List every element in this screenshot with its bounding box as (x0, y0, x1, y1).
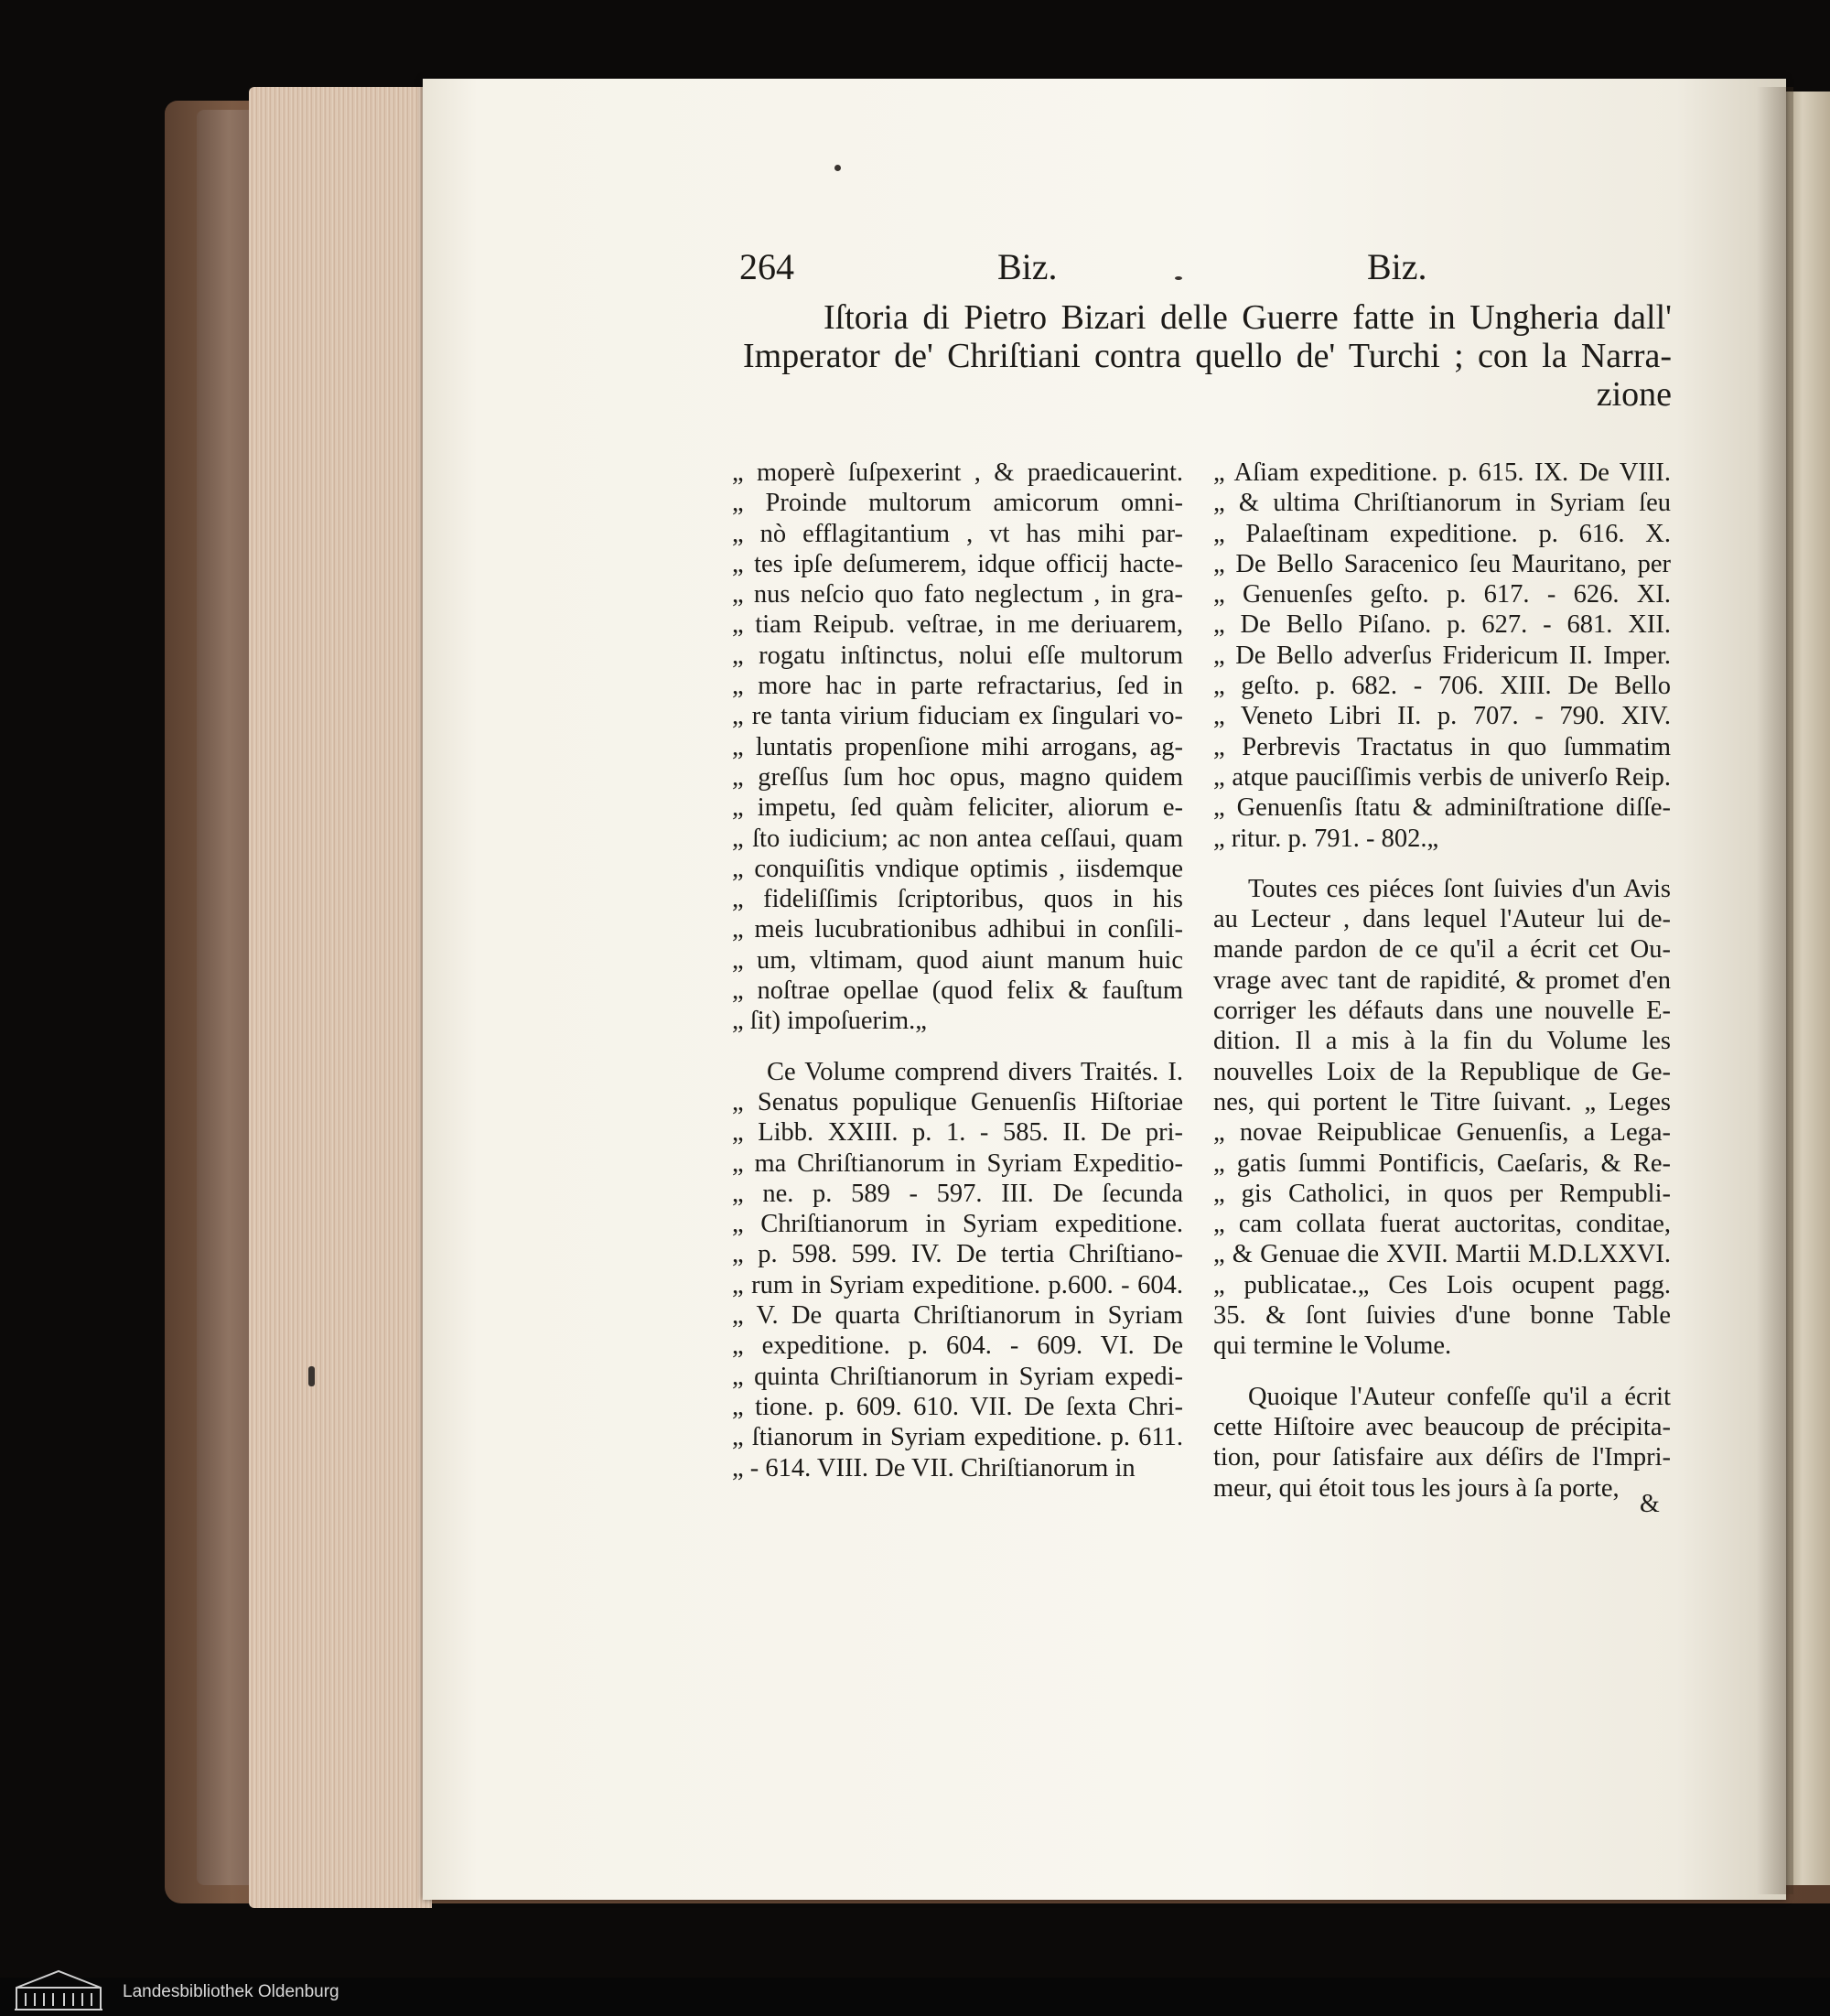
text-line: „ noſtrae opellae (quod felix & fauſtum (732, 976, 1183, 1006)
text-line: „ Perbrevis Tractatus in quo ſummatim (1213, 732, 1671, 761)
text-line: nouvelles Loix de la Republique de Ge- (1213, 1057, 1671, 1086)
text-line: „ nò efflagitantium , vt has mihi par- (732, 519, 1183, 548)
text-line: „ De Bello adverſus Fridericum II. Imper. (1213, 641, 1671, 670)
text-line: „ De Bello Piſano. p. 627. - 681. XII. (1213, 610, 1671, 640)
entry-title (743, 298, 1672, 414)
text-line: 35. & ſont ſuivies d'une bonne Table (1213, 1301, 1671, 1331)
title-part: Iſtoria di Pietro Bizari delle Guerre fatte in Ungheria dall' (824, 298, 1672, 337)
text-line: „ cam collata fuerat auctoritas, conditae, (1213, 1210, 1671, 1239)
text-line: „ tiam Reipub. veſtrae, in me deriuarem, (732, 610, 1183, 640)
text-line: „ quinta Chriſtianorum in Syriam expedi- (732, 1362, 1183, 1391)
text-line: „ - 614. VIII. De VII. Chriſtianorum in (732, 1453, 1136, 1482)
text-line: „ Chriſtianorum in Syriam expeditione. (732, 1210, 1183, 1239)
text-line: „ Genuenſis ſtatu & adminiſtratione diſſe- (1213, 793, 1671, 823)
text-line: corriger les défauts dans une nouvelle E- (1213, 997, 1671, 1026)
text-line: „ & Genuae die XVII. Martii M.D.LXXVI. (1213, 1240, 1671, 1269)
text-line: „ Aſiam expeditione. p. 615. IX. De VIII. (1213, 458, 1671, 487)
text-line: cette Hiſtoire avec beaucoup de précipita- (1213, 1412, 1671, 1441)
text-line: „ expeditione. p. 604. - 609. VI. De (732, 1331, 1183, 1361)
text-line: „ novae Reipublicae Genuenſis, a Lega- (1213, 1118, 1671, 1148)
text-line: mande pardon de ce qu'il a écrit cet Ou- (1213, 935, 1671, 965)
paragraph-gap (1213, 1362, 1671, 1382)
text-line: „ um, vltimam, quod aiunt manum huic (732, 945, 1183, 975)
text-line: „ rum in Syriam expeditione. p.600. - 604. (732, 1270, 1183, 1299)
text-line: „ rogatu inſtinctus, nolui eſſe multorum (732, 641, 1183, 670)
paragraph-gap (732, 1037, 1183, 1057)
text-line: „ luntatis propenſione mihi arrogans, ag- (732, 732, 1183, 761)
text-line: „ greſſus ſum hoc opus, magno quidem (732, 762, 1183, 792)
text-line: „ tes ipſe deſumerem, idque officij hacte- (732, 549, 1183, 578)
text-line: „ meis lucubrationibus adhibui in conſili- (732, 915, 1183, 944)
text-line: „ conquiſitis vndique optimis , iisdemque (732, 854, 1183, 883)
text-line: „ Palaeſtinam expeditione. p. 616. X. (1213, 519, 1671, 548)
running-head-right: Biz. (1367, 246, 1427, 287)
text-line: qui termine le Volume. (1213, 1331, 1452, 1361)
text-line: „ Proinde multorum amicorum omni- (732, 489, 1183, 518)
text-line: „ gatis ſummi Pontificis, Caeſaris, & Re- (1213, 1148, 1671, 1178)
text-line: „ atque pauciſſimis verbis de univerſo Reip. (1213, 762, 1671, 792)
text-line: „ Libb. XXIII. p. 1. - 585. II. De pri- (732, 1118, 1183, 1148)
text-line: „ re tanta virium fiduciam ex ſingulari vo- (732, 702, 1183, 731)
page-number: 264 (739, 246, 794, 287)
text-line: „ fideliſſimis ſcriptoribus, quos in his (732, 885, 1183, 914)
text-line: „ V. De quarta Chriſtianorum in Syriam (732, 1301, 1183, 1331)
page-gutter-shadow (1757, 87, 1793, 1894)
text-line: „ Senatus populique Genuenſis Hiſtoriae (732, 1087, 1183, 1116)
library-building-icon (13, 1967, 104, 2011)
text-line: „ ſto iudicium; ac non antea ceſſaui, quam (732, 824, 1183, 853)
text-line: „ ſtianorum in Syriam expeditione. p. 611. (732, 1423, 1183, 1452)
title-line (743, 298, 1672, 337)
page-block-edges (249, 87, 432, 1908)
title-line: zione (1596, 375, 1672, 414)
text-line: „ gis Catholici, in quos per Rempubli- (1213, 1179, 1671, 1208)
title-line: Imperator de' Chriſtiani contra quello de' Turchi ; con la Narra- (743, 337, 1672, 375)
library-name: Landesbibliothek Oldenburg (123, 1982, 339, 2001)
text-line: meur, qui étoit tous les jours à ſa porte, (1213, 1473, 1620, 1503)
running-head-left: Biz. (997, 246, 1058, 287)
text-line: vrage avec tant de rapidité, & promet d'en (1213, 965, 1671, 995)
text-line: au Lecteur , dans lequel l'Auteur lui de- (1213, 905, 1671, 934)
right-text-column (1213, 458, 1671, 1504)
text-line: nes, qui portent le Titre ſuivant. „ Leges (1213, 1087, 1671, 1116)
text-line: „ p. 598. 599. IV. De tertia Chriſtiano- (732, 1240, 1183, 1269)
text-line: Toutes ces piéces ſont ſuivies d'un Avis (1248, 874, 1671, 903)
text-line: „ ma Chriſtianorum in Syriam Expeditio- (732, 1148, 1183, 1178)
text-line: „ nus neſcio quo fato neglectum , in gra- (732, 580, 1183, 609)
text-line: „ ne. p. 589 - 597. III. De ſecunda (732, 1179, 1183, 1208)
text-line: „ tione. p. 609. 610. VII. De ſexta Chri- (732, 1392, 1183, 1421)
text-line: „ impetu, ſed quàm feliciter, aliorum e- (732, 793, 1183, 823)
text-line: „ moperè ſuſpexerint , & praedicauerint. (732, 458, 1183, 487)
text-line: „ ſit) impoſuerim.„ (732, 1007, 927, 1036)
text-line: „ ritur. p. 791. - 802.„ (1213, 824, 1439, 853)
text-line: „ publicatae.„ Ces Lois ocupent pagg. (1213, 1270, 1671, 1299)
text-line: „ & ultima Chriſtianorum in Syriam ſeu (1213, 489, 1671, 518)
text-line: tion, pour ſatisfaire aux déſirs de l'Impri- (1213, 1443, 1671, 1472)
text-line: „ geſto. p. 682. - 706. XIII. De Bello (1213, 672, 1671, 701)
text-line: „ Veneto Libri II. p. 707. - 790. XIV. (1213, 702, 1671, 731)
text-line: dition. Il a mis à la fin du Volume les (1213, 1027, 1671, 1056)
text-line: Ce Volume comprend divers Traités. I. (767, 1057, 1183, 1086)
paragraph-gap (1213, 854, 1671, 874)
text-line: Quoique l'Auteur confeſſe qu'il a écrit (1248, 1382, 1671, 1411)
ink-speck (834, 165, 841, 171)
left-text-column (732, 458, 1183, 1483)
catchword: & (1640, 1490, 1660, 1518)
text-line: „ De Bello Saracenico ſeu Mauritano, per (1213, 549, 1671, 578)
ink-mark (308, 1366, 315, 1386)
text-line: „ more hac in parte refractarius, ſed in (732, 672, 1183, 701)
ink-speck (1175, 276, 1182, 280)
text-line: „ Genuenſes geſto. p. 617. - 626. XI. (1213, 580, 1671, 609)
